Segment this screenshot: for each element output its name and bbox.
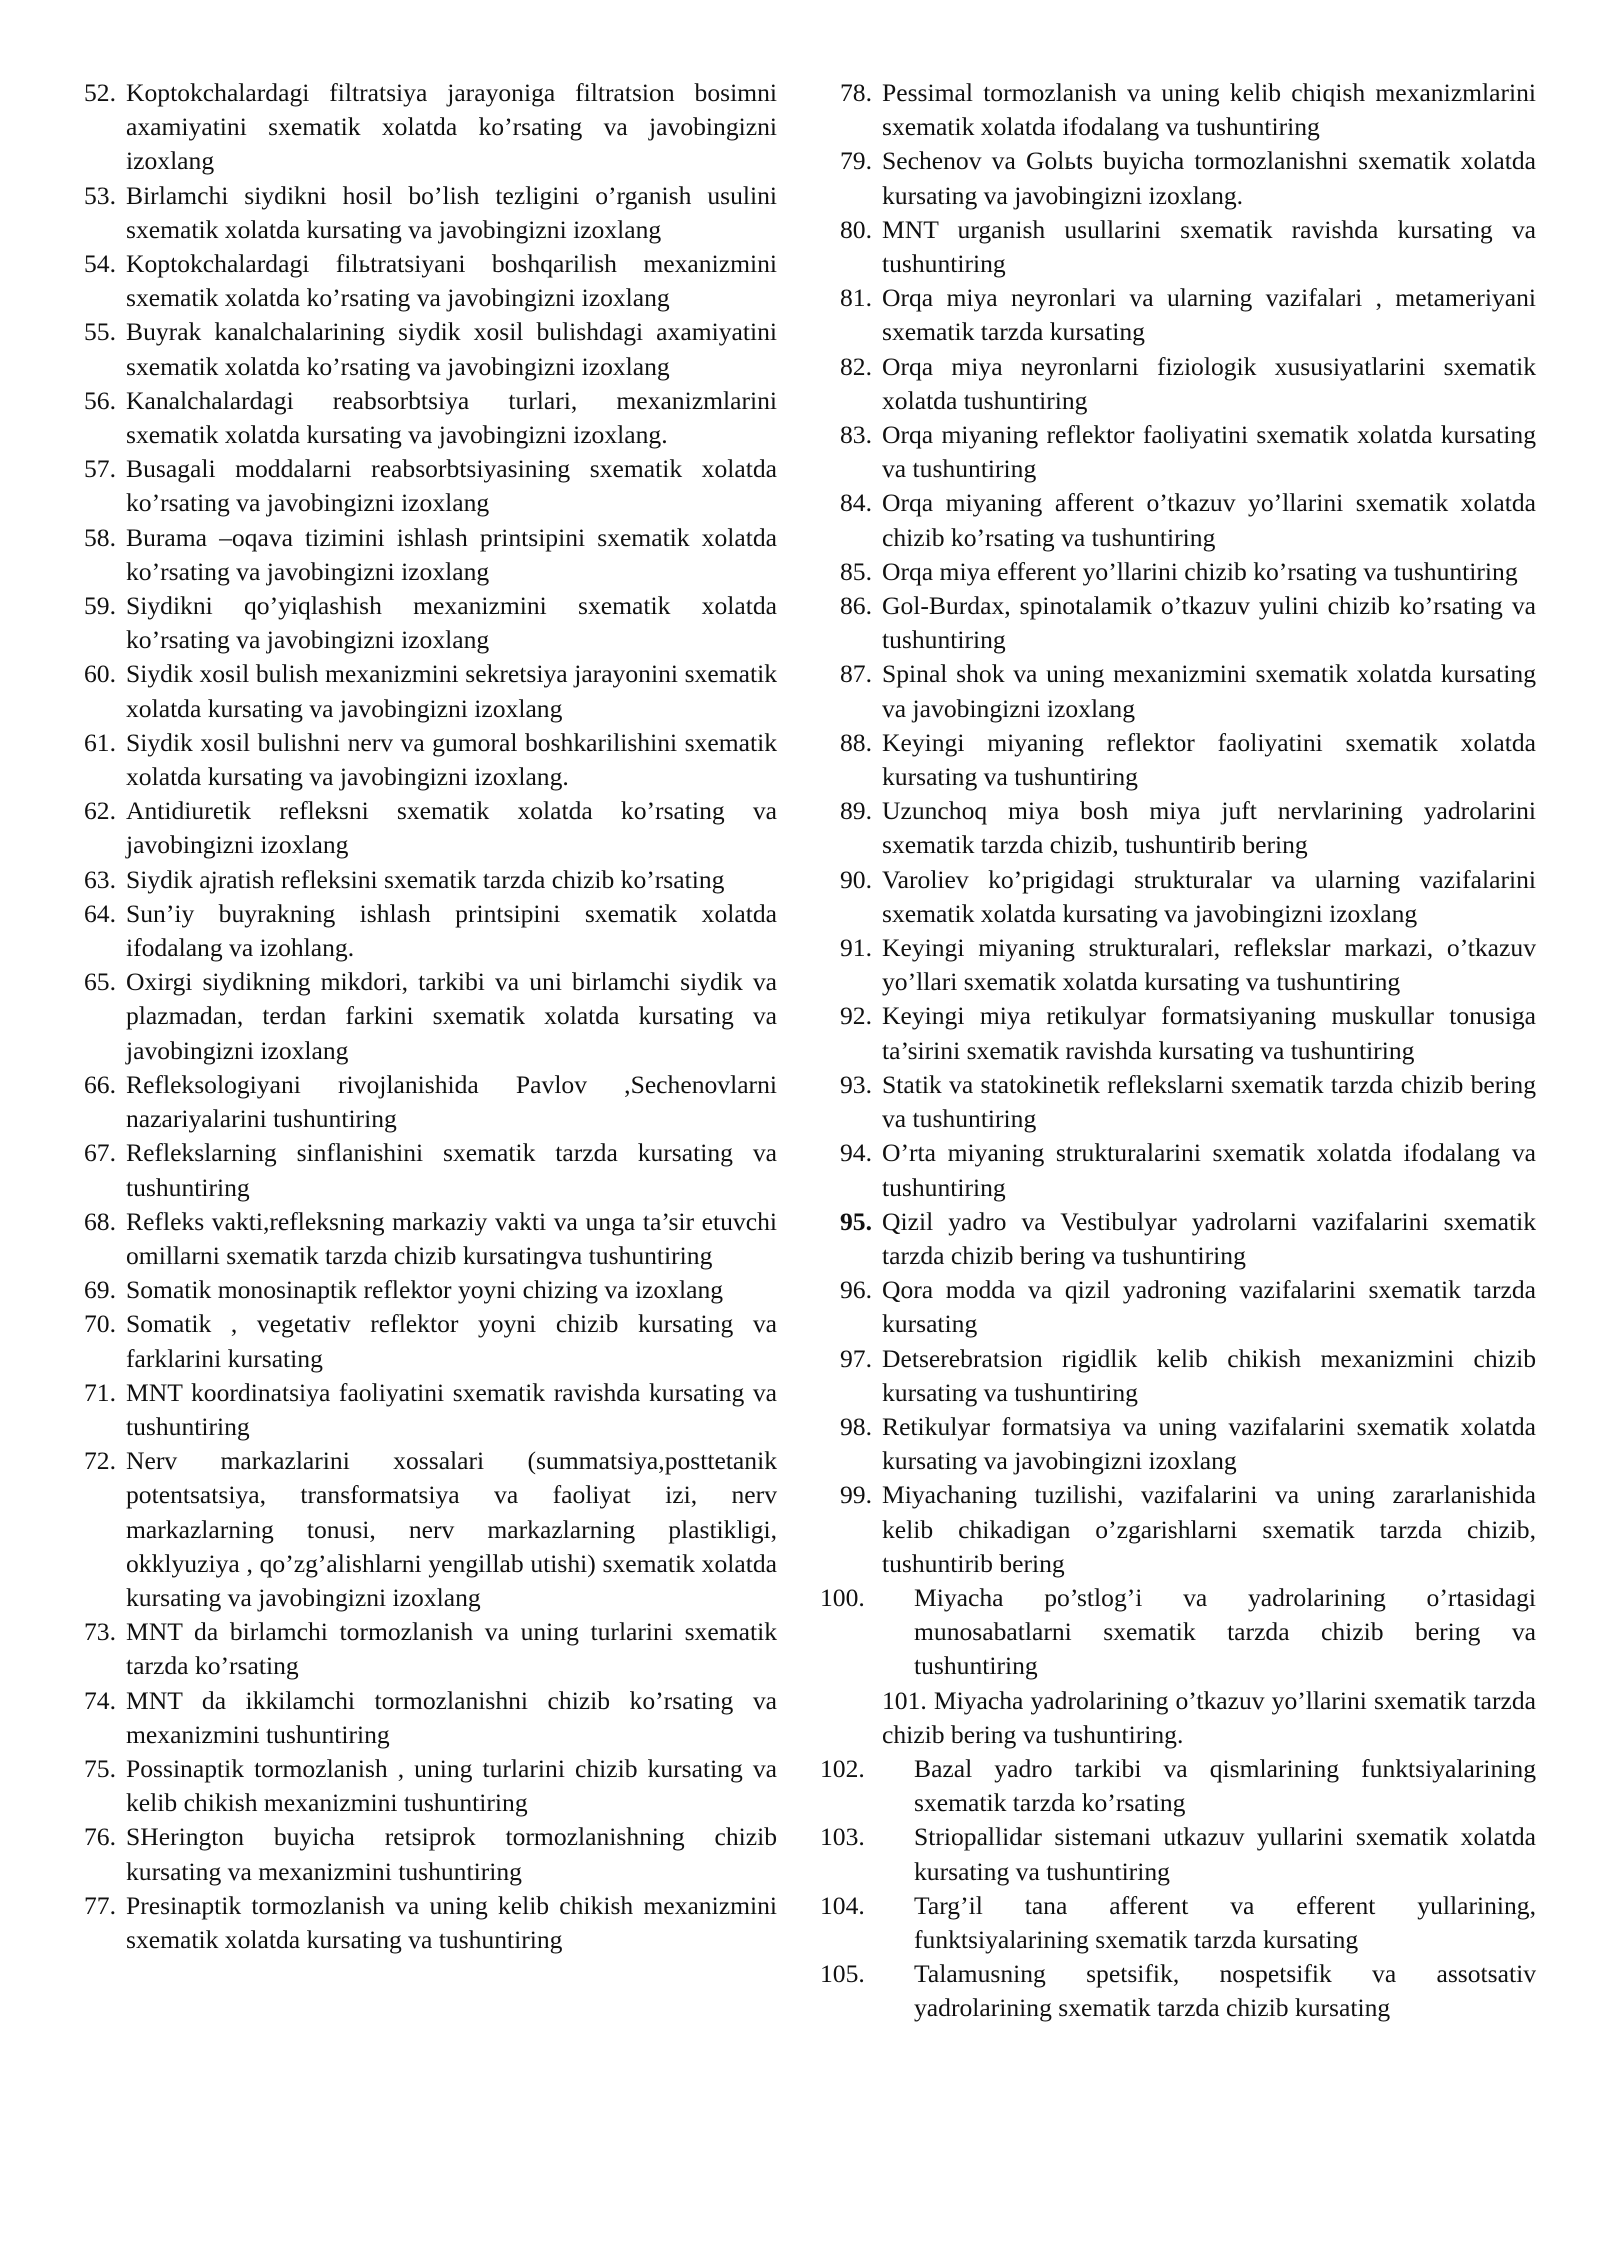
question-item: [816, 213, 1536, 281]
question-item: [62, 726, 777, 794]
question-item: [816, 1957, 1536, 2025]
question-text: Orqa miya neyronlarni fiziologik xususiyatlarini sxematik xolatda tushuntiring: [882, 351, 1536, 415]
question-number: 92.: [840, 1001, 872, 1031]
question-text: Buyrak kanalchalarining siydik xosil bulishdagi axamiyatini sxematik xolatda ko’rsating va javobingizni izoxlang: [126, 317, 777, 381]
question-text: Birlamchi siydikni hosil bo’lish tezligini o’rganish usulini sxematik xolatda kursating va javobingizni izoxlang: [126, 180, 777, 244]
question-item: [816, 144, 1536, 212]
question-text: Burama –oqava tizimini ishlash printsipini sxematik xolatda ko’rsating va javobingizni izoxlang: [126, 522, 777, 586]
question-text: Keyingi miya retikulyar formatsiyaning muskullar tonusiga ta’sirini sxematik ravishda kursating va tushuntiring: [882, 1001, 1536, 1065]
question-item: [62, 1205, 777, 1273]
question-number: 86.: [840, 591, 872, 621]
question-text: Keyingi miyaning strukturalari, reflekslar markazi, o’tkazuv yo’llari sxematik xolatda kursating va tushuntiring: [882, 933, 1536, 997]
question-item: [816, 1478, 1536, 1581]
question-text: MNT urganish usullarini sxematik ravishda kursating va tushuntiring: [882, 214, 1536, 279]
question-number: 67.: [84, 1138, 116, 1168]
question-text: Kanalchalardagi reabsorbtsiya turlari, mexanizmlarini sxematik xolatda kursating va javobingizni izoxlang.: [126, 385, 777, 450]
question-text: Orqa miya neyronlari va ularning vazifalari , metameriyani sxematik tarzda kursating: [882, 283, 1536, 347]
question-number: 100.: [820, 1582, 865, 1612]
question-text: Possinaptik tormozlanish , uning turlarini chizib kursating va kelib chikish mexanizmini tushuntiring: [126, 1753, 777, 1818]
question-text: Oxirgi siydikning mikdori, tarkibi va uni birlamchi siydik va plazmadan, terdan farkini sxematik xolatda kursating va javobingizni izoxlang: [126, 967, 777, 1065]
question-number: 81.: [840, 283, 872, 313]
question-number: 60.: [84, 659, 116, 689]
question-number: 75.: [84, 1753, 116, 1783]
question-item: [816, 589, 1536, 657]
right-column: [816, 76, 1536, 2026]
question-item: [816, 1581, 1536, 1684]
question-text: Busagali moddalarni reabsorbtsiyasining sxematik xolatda ko’rsating va javobingizni izoxlang: [126, 454, 777, 518]
question-number: 102.: [820, 1753, 865, 1783]
question-item: [816, 1889, 1536, 1957]
question-number: 77.: [84, 1890, 116, 1920]
question-number: 71.: [84, 1377, 116, 1407]
question-item: [816, 1410, 1536, 1478]
question-text: Presinaptik tormozlanish va uning kelib chikish mexanizmini sxematik xolatda kursating va tushuntiring: [126, 1890, 777, 1954]
question-number: 95.: [840, 1206, 872, 1236]
question-text: Retikulyar formatsiya va uning vazifalarini sxematik xolatda kursating va javobingizni izoxlang: [882, 1411, 1536, 1476]
question-item: [816, 794, 1536, 862]
question-number: 85.: [840, 556, 872, 586]
question-item: [816, 863, 1536, 931]
question-number: 87.: [840, 659, 872, 689]
question-item: [62, 1615, 777, 1683]
question-number: 63.: [84, 864, 116, 894]
question-number: 91.: [840, 933, 872, 963]
question-item: [816, 1273, 1536, 1341]
question-number: 59.: [84, 591, 116, 621]
question-text: 101. Miyacha yadrolarining o’tkazuv yo’llarini sxematik tarzda chizib bering va tushuntiring.: [882, 1685, 1536, 1749]
question-number: 93.: [840, 1069, 872, 1099]
left-column: [62, 76, 777, 1957]
question-item: [62, 247, 777, 315]
question-item: [62, 965, 777, 1068]
question-item: [816, 931, 1536, 999]
question-item: [816, 555, 1536, 589]
question-number: 52.: [84, 78, 116, 107]
question-number: 62.: [84, 796, 116, 826]
question-number: 90.: [840, 864, 872, 894]
question-number: 94.: [840, 1138, 872, 1168]
question-item: [62, 1136, 777, 1204]
question-text: Miyacha po’stlog’i va yadrolarining o’rtasidagi munosabatlarni sxematik tarzda chizib bering va tushuntiring: [914, 1582, 1536, 1681]
question-item: [62, 1068, 777, 1136]
question-item: [62, 1889, 777, 1957]
question-item: [62, 1684, 777, 1752]
question-item: [816, 418, 1536, 486]
question-number: 74.: [84, 1685, 116, 1715]
question-text: Orqa miya efferent yo’llarini chizib ko’rsating va tushuntiring: [882, 556, 1518, 586]
question-item: [62, 657, 777, 725]
question-text: Targ’il tana afferent va efferent yullarining, funktsiyalarining sxematik tarzda kursating: [914, 1890, 1536, 1954]
question-text: Orqa miyaning reflektor faoliyatini sxematik xolatda kursating va tushuntiring: [882, 420, 1536, 484]
question-text: Somatik , vegetativ reflektor yoyni chizib kursating va farklarini kursating: [126, 1309, 777, 1373]
question-text: Statik va statokinetik reflekslarni sxematik tarzda chizib bering va tushuntiring: [882, 1069, 1536, 1134]
question-text: MNT da birlamchi tormozlanish va uning turlarini sxematik tarzda ko’rsating: [126, 1617, 777, 1681]
question-item: [816, 1068, 1536, 1136]
question-number: 72.: [84, 1446, 116, 1476]
question-item: [62, 897, 777, 965]
question-number: 84.: [840, 488, 872, 518]
question-number: 79.: [840, 146, 872, 176]
question-text: O’rta miyaning strukturalarini sxematik xolatda ifodalang va tushuntiring: [882, 1138, 1536, 1202]
question-item: [62, 1752, 777, 1820]
question-item: [62, 863, 777, 897]
question-item: [816, 350, 1536, 418]
question-item: [62, 521, 777, 589]
question-text: Antidiuretik refleksni sxematik xolatda ko’rsating va javobingizni izoxlang: [126, 796, 777, 860]
question-number: 103.: [820, 1822, 865, 1852]
question-text: Somatik monosinaptik reflektor yoyni chizing va izoxlang: [126, 1275, 724, 1305]
question-text: Refleks vakti,refleksning markaziy vakti va unga ta’sir etuvchi omillarni sxematik tarzda chizib kursatingva tushuntiring: [126, 1206, 777, 1270]
question-item: [62, 179, 777, 247]
question-item: [62, 1376, 777, 1444]
question-item: [62, 1820, 777, 1888]
question-item: [816, 486, 1536, 554]
question-text: Striopallidar sistemani utkazuv yullarini sxematik xolatda kursating va tushuntiring: [914, 1822, 1536, 1886]
question-number: 78.: [840, 78, 872, 107]
question-text: Varoliev ko’prigidagi strukturalar va ularning vazifalarini sxematik xolatda kursating va javobingizni izoxlang: [882, 864, 1536, 928]
question-text: Bazal yadro tarkibi va qismlarining funktsiyalarining sxematik tarzda ko’rsating: [914, 1753, 1536, 1818]
question-item: [816, 999, 1536, 1067]
question-number: 55.: [84, 317, 116, 347]
question-text: Siydik xosil bulish mexanizmini sekretsiya jarayonini sxematik xolatda kursating va javobingizni izoxlang: [126, 659, 777, 723]
question-item: [62, 315, 777, 383]
question-number: 89.: [840, 796, 872, 826]
question-text: Sun’iy buyrakning ishlash printsipini sxematik xolatda ifodalang va izohlang.: [126, 898, 777, 963]
question-item: [816, 1684, 1536, 1752]
question-number: 65.: [84, 967, 116, 997]
question-item: [816, 657, 1536, 725]
question-item: [62, 589, 777, 657]
question-text: MNT da ikkilamchi tormozlanishni chizib ko’rsating va mexanizmini tushuntiring: [126, 1685, 777, 1749]
question-number: 98.: [840, 1411, 872, 1441]
question-text: Gol-Burdax, spinotalamik o’tkazuv yulini chizib ko’rsating va tushuntiring: [882, 591, 1536, 655]
question-text: Miyachaning tuzilishi, vazifalarini va uning zararlanishida kelib chikadigan o’zgarishlarni sxematik tarzda chizib, tushuntirib bering: [882, 1480, 1536, 1578]
question-item: [62, 452, 777, 520]
question-number: 82.: [840, 351, 872, 381]
question-item: [62, 1273, 777, 1307]
question-text: Siydikni qo’yiqlashish mexanizmini sxematik xolatda ko’rsating va javobingizni izoxlang: [126, 591, 777, 655]
question-item: [62, 384, 777, 452]
question-text: Refleksologiyani rivojlanishida Pavlov ,Sechenovlarni nazariyalarini tushuntiring: [126, 1069, 777, 1134]
question-number: 54.: [84, 249, 116, 279]
question-number: 88.: [840, 727, 872, 757]
question-number: 96.: [840, 1275, 872, 1305]
question-item: [816, 1752, 1536, 1820]
question-item: [816, 1205, 1536, 1273]
question-number: 80.: [840, 214, 872, 244]
question-text: Uzunchoq miya bosh miya juft nervlarining yadrolarini sxematik tarzda chizib, tushuntirib bering: [882, 796, 1536, 860]
question-number: 53.: [84, 180, 116, 210]
question-number: 104.: [820, 1890, 865, 1920]
question-item: [816, 1136, 1536, 1204]
question-number: 64.: [84, 898, 116, 928]
question-item: [816, 76, 1536, 144]
question-text: Pessimal tormozlanish va uning kelib chiqish mexanizmlarini sxematik xolatda ifodalang va tushuntiring: [882, 78, 1536, 142]
question-number: 83.: [840, 420, 872, 450]
question-text: Talamusning spetsifik, nospetsifik va assotsativ yadrolarining sxematik tarzda chizib kursating: [914, 1959, 1536, 2023]
question-number: 99.: [840, 1480, 872, 1510]
question-text: Detserebratsion rigidlik kelib chikish mexanizmini chizib kursating va tushuntiring: [882, 1343, 1536, 1407]
question-item: [816, 1820, 1536, 1888]
question-number: 73.: [84, 1617, 116, 1647]
question-text: Sechenov va Golьts buyicha tormozlanishni sxematik xolatda kursating va javobingizni izoxlang.: [882, 146, 1536, 210]
question-item: [62, 1307, 777, 1375]
question-number: 76.: [84, 1822, 116, 1852]
question-text: Koptokchalardagi filtratsiya jarayoniga filtratsion bosimni axamiyatini sxematik xolatda ko’rsating va javobingizni izoxlang: [126, 78, 777, 176]
question-text: Keyingi miyaning reflektor faoliyatini sxematik xolatda kursating va tushuntiring: [882, 727, 1536, 792]
question-item: [816, 1342, 1536, 1410]
question-number: 105.: [820, 1959, 865, 1989]
question-item: [62, 76, 777, 179]
question-number: 66.: [84, 1069, 116, 1099]
question-item: [816, 281, 1536, 349]
question-number: 70.: [84, 1309, 116, 1339]
question-number: 57.: [84, 454, 116, 484]
question-text: Qizil yadro va Vestibulyar yadrolarni vazifalarini sxematik tarzda chizib bering va tushuntiring: [882, 1206, 1536, 1270]
question-number: 58.: [84, 522, 116, 552]
question-text: Qora modda va qizil yadroning vazifalarini sxematik tarzda kursating: [882, 1275, 1536, 1339]
question-text: Reflekslarning sinflanishini sxematik tarzda kursating va tushuntiring: [126, 1138, 777, 1202]
question-number: 97.: [840, 1343, 872, 1373]
question-item: [62, 794, 777, 862]
question-item: [62, 1444, 777, 1615]
question-number: 69.: [84, 1275, 116, 1305]
question-item: [816, 726, 1536, 794]
question-text: Koptokchalardagi filьtratsiyani boshqarilish mexanizmini sxematik xolatda ko’rsating va javobingizni izoxlang: [126, 249, 777, 313]
question-text: Orqa miyaning afferent o’tkazuv yo’llarini sxematik xolatda chizib ko’rsating va tushuntiring: [882, 488, 1536, 552]
question-text: MNT koordinatsiya faoliyatini sxematik ravishda kursating va tushuntiring: [126, 1377, 777, 1441]
question-text: SHerington buyicha retsiprok tormozlanishning chizib kursating va mexanizmini tushuntiring: [126, 1822, 777, 1886]
question-number: 68.: [84, 1206, 116, 1236]
question-text: Spinal shok va uning mexanizmini sxematik xolatda kursating va javobingizni izoxlang: [882, 659, 1536, 723]
question-number: 61.: [84, 727, 116, 757]
question-text: Siydik xosil bulishni nerv va gumoral boshkarilishini sxematik xolatda kursating va javobingizni izoxlang.: [126, 727, 777, 792]
question-text: Siydik ajratish refleksini sxematik tarzda chizib ko’rsating: [126, 864, 725, 894]
question-text: Nerv markazlarini xossalari (summatsiya,posttetanik potentsatsiya, transformatsiya va faoliyat izi, nerv markazlarning tonusi, nerv markazlarning plastikligi, okklyuziya , qo’zg’alishlarni yengillab utishi) sxematik xolatda kursating va javobingizni izoxlang: [126, 1446, 777, 1612]
question-number: 56.: [84, 385, 116, 415]
